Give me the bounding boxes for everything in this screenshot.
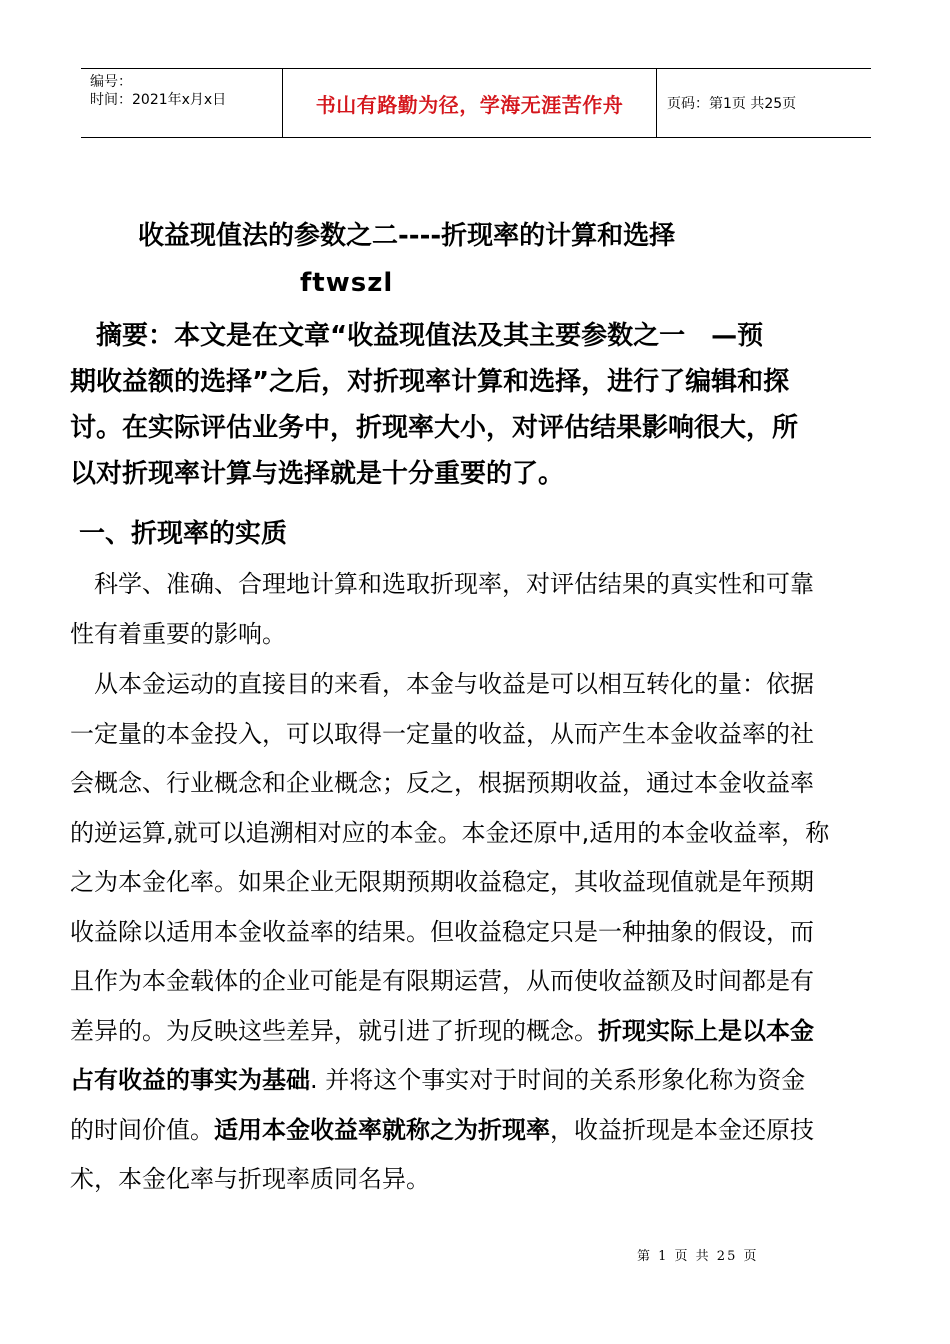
number-label: 编号： bbox=[90, 74, 132, 90]
document-title: 收益现值法的参数之二----折现率的计算和选择 bbox=[138, 221, 676, 251]
plain-text: . 并将这个事实对于时间的关系形象化称为资金 bbox=[310, 1066, 806, 1094]
document-header bbox=[81, 68, 871, 138]
paragraph-line: 收益除以适用本金收益率的结果。但收益稳定只是一种抽象的假设，而 bbox=[70, 917, 814, 946]
bold-text: 占有收益的事实为基础 bbox=[70, 1066, 310, 1094]
page-footer: 第 1 页 共 25 页 bbox=[637, 1249, 759, 1264]
document-author: ftwszl bbox=[300, 268, 394, 298]
header-motto: 书山有路勤为径，学海无涯苦作舟 bbox=[315, 92, 624, 117]
header-motto-cell bbox=[282, 69, 657, 137]
paragraph-line bbox=[70, 1106, 876, 1156]
plain-text: 差异的。为反映这些差异，就引进了折现的概念。 bbox=[70, 1016, 598, 1045]
abstract-line: 摘要：本文是在文章“收益现值法及其主要参数之一 —预 bbox=[70, 321, 764, 351]
paragraph-line bbox=[70, 1056, 876, 1106]
paragraph-line: 且作为本金载体的企业可能是有限期运营，从而使收益额及时间都是有 bbox=[70, 967, 814, 995]
paragraph-line: 会概念、行业概念和企业概念；反之，根据预期收益，通过本金收益率 bbox=[70, 769, 814, 797]
paragraph-line bbox=[70, 1007, 876, 1057]
header-page-code bbox=[657, 69, 871, 137]
bold-text: 折现实际上是以本金 bbox=[598, 1016, 814, 1045]
paragraph-line: 性有着重要的影响。 bbox=[70, 619, 286, 648]
bold-text: 适用本金收益率就称之为折现率 bbox=[214, 1115, 550, 1144]
plain-text: 的时间价值。 bbox=[70, 1115, 214, 1144]
paragraph-line: 的逆运算,就可以追溯相对应的本金。本金还原中,适用的本金收益率，称 bbox=[70, 818, 830, 847]
abstract-line: 讨。在实际评估业务中，折现率大小，对评估结果影响很大，所 bbox=[70, 413, 799, 443]
paragraph-line: 一定量的本金投入，可以取得一定量的收益，从而产生本金收益率的社 bbox=[70, 719, 814, 748]
header-meta bbox=[81, 69, 282, 137]
date-label: 时间：2021年x月x日 bbox=[90, 92, 227, 108]
page-code: 页码：第1页 共25页 bbox=[667, 96, 797, 112]
paragraph-line: 从本金运动的直接目的来看，本金与收益是可以相互转化的量：依据 bbox=[70, 670, 814, 698]
section-heading: 一、折现率的实质 bbox=[79, 519, 288, 549]
paragraph-2 bbox=[70, 660, 876, 1205]
paragraph-1 bbox=[70, 560, 876, 659]
abstract bbox=[70, 313, 876, 497]
paragraph-line: 之为本金化率。如果企业无限期预期收益稳定，其收益现值就是年预期 bbox=[70, 868, 814, 896]
paragraph-line: 科学、准确、合理地计算和选取折现率，对评估结果的真实性和可靠 bbox=[70, 570, 814, 598]
paragraph-line: 术，本金化率与折现率质同名异。 bbox=[70, 1165, 430, 1193]
plain-text: ，收益折现是本金还原技 bbox=[550, 1115, 814, 1144]
abstract-line: 以对折现率计算与选择就是十分重要的了。 bbox=[70, 459, 565, 489]
abstract-line: 期收益额的选择”之后，对折现率计算和选择，进行了编辑和探 bbox=[70, 367, 790, 397]
